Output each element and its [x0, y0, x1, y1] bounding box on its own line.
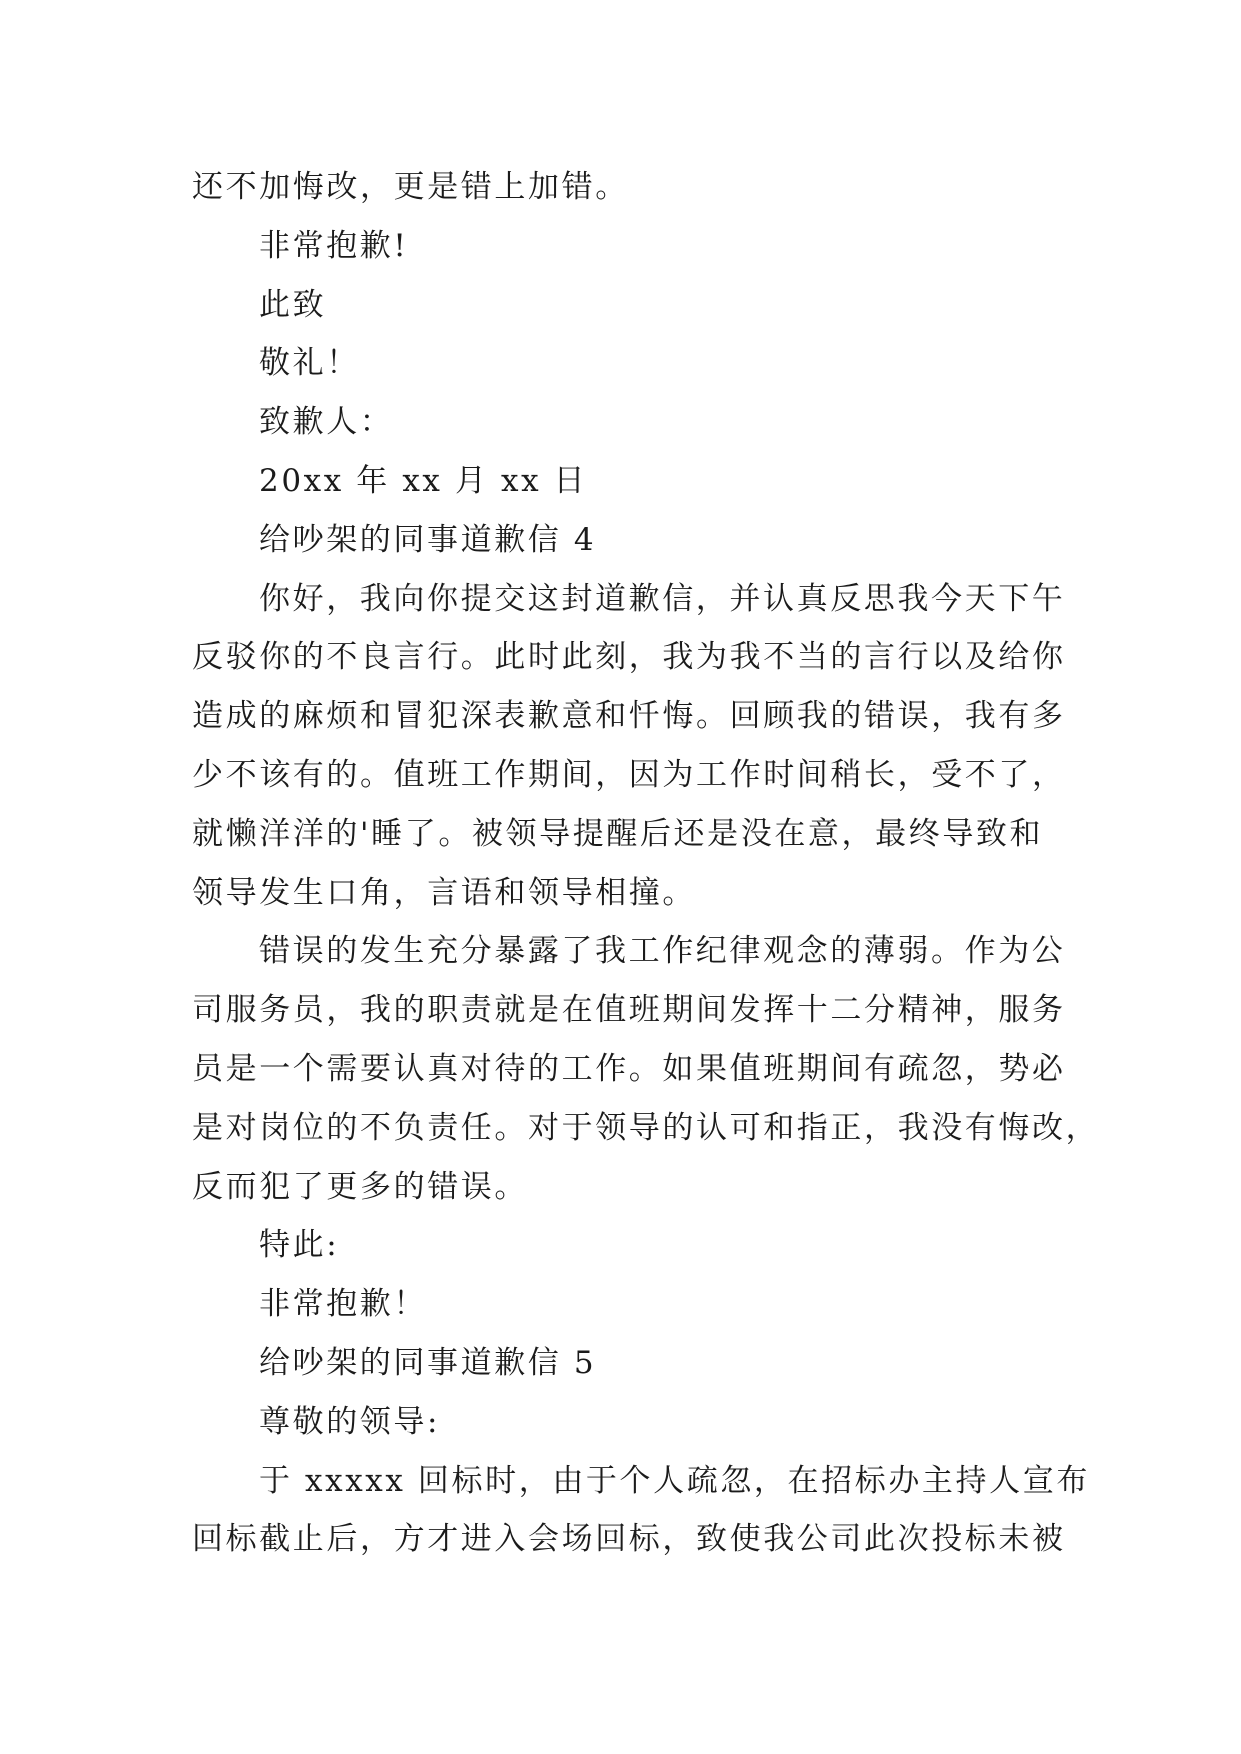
paragraph	[192, 922, 1100, 1216]
text-line: 是对岗位的不负责任。对于领导的认可和指正，我没有悔改，	[192, 1109, 1100, 1146]
text-line: 反而犯了更多的错误。	[192, 1168, 528, 1205]
closing-line: 特此:	[259, 1227, 340, 1264]
paragraph	[192, 570, 1072, 923]
date-line: 20xx 年 xx 月 xx 日	[259, 462, 588, 499]
continuation-line: 还不加悔改，更是错上加错。	[192, 169, 629, 205]
letter-title: 给吵架的同事道歉信 5	[259, 1344, 597, 1381]
text-line: 员是一个需要认真对待的工作。如果值班期间有疏忽，势必	[192, 1050, 1066, 1087]
document-body	[192, 158, 1100, 1569]
salute-line: 敬礼！	[259, 345, 360, 382]
text-line: 你好，我向你提交这封道歉信，并认真反思我今天下午	[259, 580, 1066, 617]
text-line: 司服务员，我的职责就是在值班期间发挥十二分精神，服务	[192, 992, 1066, 1029]
greeting-line: 尊敬的领导:	[259, 1403, 441, 1440]
text-line: 领导发生口角，言语和领导相撞。	[192, 874, 696, 911]
text-line: 错误的发生充分暴露了我工作纪律观念的薄弱。作为公	[259, 933, 1066, 970]
text-line: 造成的麻烦和冒犯深表歉意和忏悔。回顾我的错误，我有多	[192, 698, 1066, 735]
letter-title: 给吵架的同事道歉信 4	[259, 521, 597, 558]
signer-label: 致歉人：	[259, 404, 394, 441]
closing-line: 此致	[259, 286, 327, 323]
apology-line: 非常抱歉！	[259, 1286, 427, 1323]
apology-line: 非常抱歉!	[259, 227, 409, 264]
text-line: 反驳你的不良言行。此时此刻，我为我不当的言行以及给你	[192, 639, 1066, 676]
paragraph	[192, 1452, 1090, 1570]
text-line: 就懒洋洋的'睡了。被领导提醒后还是没在意，最终导致和	[192, 815, 1044, 852]
text-line: 回标截止后，方才进入会场回标，致使我公司此次投标未被	[192, 1521, 1066, 1558]
text-line: 于 xxxxx 回标时，由于个人疏忽，在招标办主持人宣布	[259, 1462, 1090, 1499]
text-line: 少不该有的。值班工作期间，因为工作时间稍长，受不了，	[192, 756, 1066, 793]
